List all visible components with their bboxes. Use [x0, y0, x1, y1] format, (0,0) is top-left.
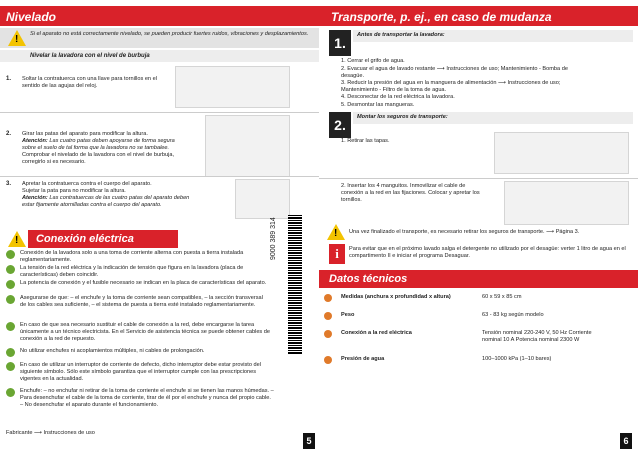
- list-item: 2. Insertar los 4 manguitos. Inmovilizar el cable de conexión a la red en las fijaciones. Colocar y apretar los tornillos.: [341, 183, 480, 203]
- step-1: [0, 64, 319, 110]
- warning-text: Una vez finalizado el transporte, es necesario retirar los seguros de transporte. ⟶ Página 3.: [349, 229, 580, 235]
- page-title: Nivelado: [0, 6, 319, 26]
- leg-illustration: [235, 179, 290, 219]
- bullet-icon: [6, 388, 15, 397]
- list-item: 2. Evacuar el agua de lavado restante ⟶ Instrucciones de uso; Mantenimiento - Bomba de desagüe.: [341, 66, 568, 79]
- list-item: Conexión de la lavadora solo a una toma de corriente alterna con puesta a tierra instalada reglamentariamente.: [20, 250, 244, 263]
- list-item: 5. Desmontar las mangueras.: [341, 102, 415, 108]
- page-title: Transporte, p. ej., en caso de mudanza: [319, 6, 638, 26]
- list-item: En caso de utilizar un interruptor de corriente de defecto, dicho interruptor debe estar provisto del siguiente símbolo. Sólo este símbolo garantiza que el interruptor cumple con las prescripciones vigentes en la actualidad.: [20, 362, 261, 382]
- transport-warning: [319, 226, 638, 240]
- spec-value: 63 - 83 kg según modelo: [482, 312, 544, 318]
- warning-text: Si el aparato no está correctamente nivelado, se pueden producir fuertes ruidos, vibraciones y desplazamientos.: [30, 31, 309, 37]
- conexion-list: [0, 250, 319, 440]
- step-number: 1.: [6, 76, 12, 82]
- step-title: Montar los seguros de transporte:: [353, 112, 633, 124]
- bullet-icon: [6, 348, 15, 357]
- step-3: [0, 176, 319, 220]
- step-text: Girar las patas del aparato para modificar la altura. Atención: Las cuatro patas deben apoyarse de forma segura sobre el suelo de tal forma que la lavadora no se tambalee. Comprobar el nivelado de la lavadora con el nivel de burbuja, corregirlo si es necesario.: [22, 131, 175, 165]
- page-number: 5: [303, 433, 315, 449]
- bullet-icon: [324, 312, 332, 320]
- spec-label: Conexión a la red eléctrica: [341, 330, 412, 336]
- list-item: 4. Desconectar de la red eléctrica la lavadora.: [341, 94, 455, 100]
- list-item: 3. Reducir la presión del agua en la manguera de alimentación ⟶ Instrucciones de uso; Mantenimiento - Filtro de la toma de agua.: [341, 80, 561, 93]
- step-number: 2.: [6, 131, 12, 137]
- step-number: 3.: [6, 181, 12, 187]
- step-text: Soltar la contratuerca con una llave para tornillos en el sentido de las agujas del reloj.: [22, 76, 157, 89]
- step-2: [0, 112, 319, 174]
- step2-part1: [319, 138, 638, 178]
- list-item: En caso de que sea necesario sustituir el cable de conexión a la red, debe encargarse la tarea únicamente a un técnico electricista. En el Servicio de asistencia técnica se puede obtener cables de conexión a la red de repuesto.: [20, 322, 271, 342]
- bullet-icon: [324, 294, 332, 302]
- step1-list: [319, 58, 638, 110]
- back-panel-illustration: [494, 132, 629, 174]
- right-page: [319, 0, 638, 453]
- footer-text: Fabricante ⟶ Instrucciones de uso: [6, 430, 95, 436]
- list-item: La potencia de conexión y el fusible necesario se indican en la placa de características del aparato.: [20, 280, 267, 286]
- spec-value: 60 x 59 x 85 cm: [482, 294, 522, 300]
- step2-part2: [319, 178, 638, 226]
- info-text: Para evitar que en el próximo lavado salga el detergente no utilizado por el desagüe: verter 1 litro de agua en el compartimento II e iniciar el programa Desaguar.: [349, 246, 626, 259]
- subheader-text: Nivelar la lavadora con el nivel de burbuja: [30, 53, 150, 59]
- list-item: 1. Retirar las tapas.: [341, 138, 390, 144]
- warning-triangle-icon: !: [8, 231, 26, 247]
- list-item: La tensión de la red eléctrica y la indicación de tensión que figura en la lavadora (placa de características) deben coincidir.: [20, 265, 244, 278]
- step1-header: [319, 28, 638, 58]
- list-item: No utilizar enchufes ni acoplamientos múltiples, ni cables de prolongación.: [20, 348, 205, 354]
- step-text: Apretar la contratuerca contra el cuerpo del aparato. Sujetar la pata para no modificar la altura. Atención: Las contratuercas de las cuatro patas del aparato deben estar fijamente atornilladas contra el cuerpo del aparato.: [22, 181, 190, 208]
- section-title: Conexión eléctrica: [28, 230, 178, 248]
- page-number: 6: [620, 433, 632, 449]
- bullet-icon: [6, 322, 15, 331]
- leg-illustration: [175, 66, 290, 108]
- section-title: Datos técnicos: [319, 270, 638, 288]
- transport-bolts-illustration: [504, 181, 629, 225]
- spec-label: Medidas (anchura x profundidad x altura): [341, 294, 451, 300]
- bullet-icon: [6, 362, 15, 371]
- bullet-icon: [6, 280, 15, 289]
- subheader: [0, 50, 319, 62]
- warning-box: [0, 28, 319, 48]
- barcode-number: 9000 389 314: [270, 217, 277, 260]
- step-number-box: 2.: [329, 112, 351, 138]
- datos-table: [319, 292, 638, 382]
- bullet-icon: [324, 356, 332, 364]
- warning-triangle-icon: !: [8, 30, 26, 46]
- bullet-icon: [324, 330, 332, 338]
- spec-value: Tensión nominal 220-240 V, 50 Hz Corriente nominal 10 A Potencia nominal 2300 W: [482, 330, 592, 343]
- step-title: Antes de transportar la lavadora:: [353, 30, 633, 42]
- spec-label: Presión de agua: [341, 356, 385, 362]
- spec-label: Peso: [341, 312, 355, 318]
- step-number-box: 1.: [329, 30, 351, 56]
- list-item: 1. Cerrar el grifo de agua.: [341, 58, 405, 64]
- spec-value: 100–1000 kPa (1–10 bares): [482, 356, 552, 362]
- washer-illustration: [205, 115, 290, 177]
- list-item: Enchufe: – no enchufar ni retirar de la toma de corriente el enchufe si se tienen las manos húmedas. – Para desenchufar el cable de la toma de corriente, tirar de él por el enchufe y nunca del propio cable. – No desenchufar el aparato durante el funcionamiento.: [20, 388, 274, 408]
- warning-triangle-icon: !: [327, 224, 345, 240]
- barcode: [288, 215, 302, 355]
- list-item: Asegurarse de que: – el enchufe y la toma de corriente sean compatibles, – la sección transversal de los cables sea suficiente, – el sistema de puesta a tierra esté instalado reglamentariamente.: [20, 295, 263, 308]
- info-icon: i: [329, 244, 345, 264]
- bullet-icon: [6, 250, 15, 259]
- bullet-icon: [6, 265, 15, 274]
- info-note: [319, 244, 638, 266]
- bullet-icon: [6, 295, 15, 304]
